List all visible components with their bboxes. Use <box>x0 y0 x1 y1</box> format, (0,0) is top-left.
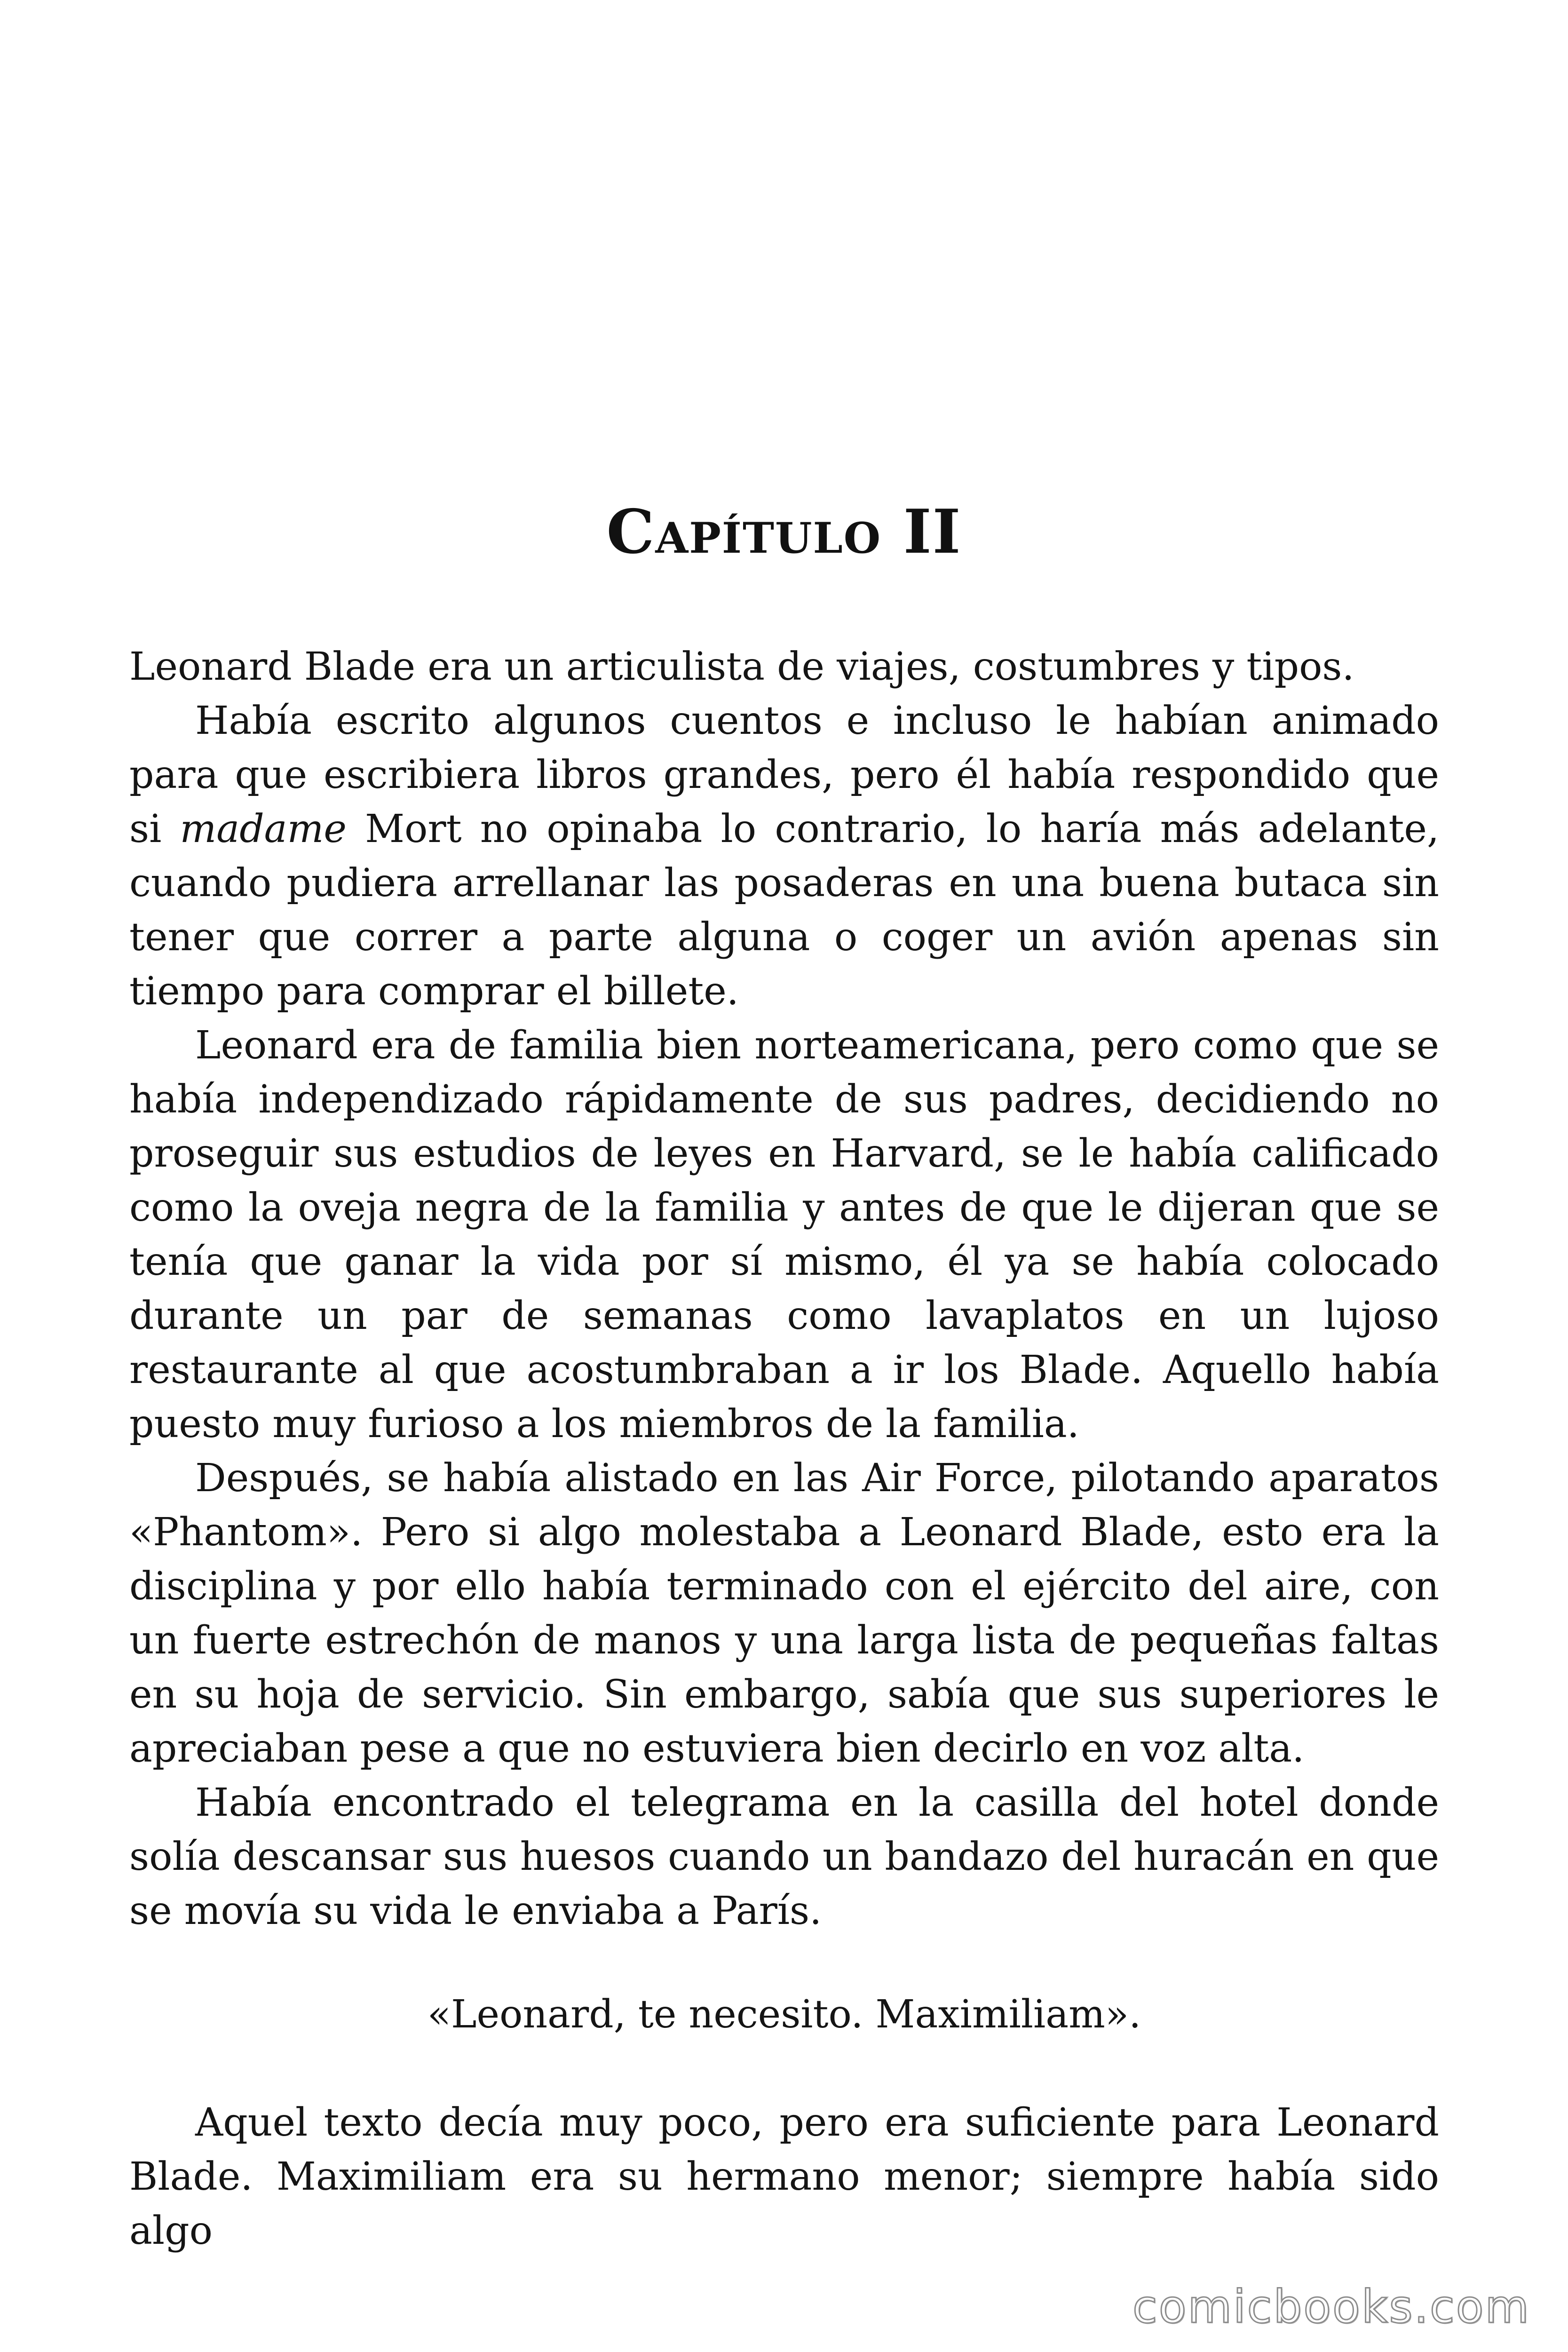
italic-word: madame <box>180 807 347 851</box>
paragraph-1: Leonard Blade era un articulista de viajes, costumbres y tipos. <box>129 644 1354 689</box>
paragraph-6: Aquel texto decía muy poco, pero era suficiente para Leonard Blade. Maximiliam era su hermano menor; siempre había sido algo <box>129 2100 1439 2253</box>
telegram-quote: «Leonard, te necesito. Maximiliam». <box>427 1992 1141 2037</box>
paragraph-4: Después, se había alistado en las Air Force, pilotando aparatos «Phantom». Pero si algo molestaba a Leonard Blade, esto era la disciplina y por ello había terminado con el ejército del aire, con un fuerte estrechón de manos y una larga lista de pequeñas faltas en su hoja de servicio. Sin embargo, sabía que sus superiores le apreciaban pese a que no estuviera bien decirlo en voz alta. <box>129 1456 1439 1771</box>
paragraph-2 <box>129 694 1439 1018</box>
paragraph-5: Había encontrado el telegrama en la casilla del hotel donde solía descansar sus huesos cuando un bandazo del huracán en que se movía su vida le enviaba a París. <box>129 1780 1439 1933</box>
chapter-body <box>129 640 1439 2258</box>
paragraph-3: Leonard era de familia bien norteamericana, pero como que se había independizado rápidamente de sus padres, decidiendo no proseguir sus estudios de leyes en Harvard, se le había calificado como la oveja negra de la familia y antes de que le dijeran que se tenía que ganar la vida por sí mismo, él ya se había colocado durante un par de semanas como lavaplatos en un lujoso restaurante al que acostumbraban a ir los Blade. Aquello había puesto muy furioso a los miembros de la familia. <box>129 1023 1439 1446</box>
paragraph-2-text-end: Mort no opinaba lo contrario, lo haría más adelante, cuando pudiera arrellanar las posaderas en una buena butaca sin tener que correr a parte alguna o coger un avión apenas sin tiempo para comprar el billete. <box>129 807 1440 1014</box>
watermark: comicbooks.com <box>1132 2280 1530 2333</box>
chapter-title: Capítulo II <box>606 496 962 567</box>
paragraph-2-text-start: Había escrito algunos cuentos e incluso le habían animado para que escribiera libros grandes, pero él había respondido que si <box>129 699 1439 851</box>
